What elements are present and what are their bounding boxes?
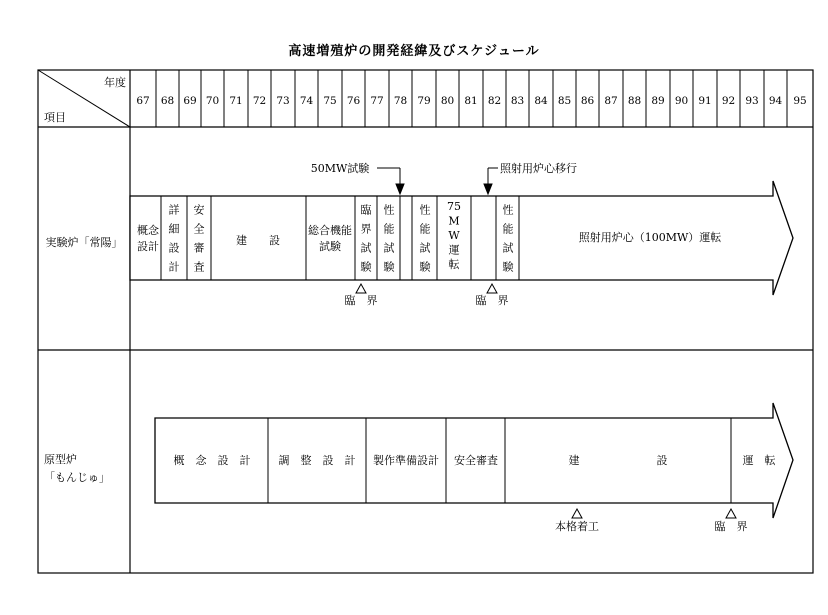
year-label: 74 — [299, 95, 314, 107]
year-label: 92 — [721, 95, 736, 107]
year-label: 71 — [229, 95, 243, 107]
monju-full-construction-triangle — [572, 509, 582, 518]
joyo-phase-integrated-test-line1: 総合機能 — [308, 224, 352, 237]
year-label: 69 — [183, 95, 197, 107]
year-label: 86 — [580, 95, 595, 107]
joyo-phase-irradiation-core-operation: 照射用炉心（100MW）運転 — [578, 231, 722, 244]
joyo-row-label: 実験炉「常陽」 — [45, 236, 123, 249]
monju-phase-construction: 建 設 — [568, 454, 668, 467]
year-label: 70 — [205, 95, 220, 107]
year-label: 89 — [651, 95, 665, 107]
joyo-phase-construction: 建 設 — [236, 234, 280, 247]
joyo-phase-performance-test-3: 性能試験 — [502, 203, 514, 274]
year-label: 82 — [487, 95, 502, 107]
year-label: 75 — [323, 95, 337, 107]
header-fiscal-year: 年度 — [104, 76, 126, 89]
year-label: 76 — [346, 95, 361, 107]
joyo-criticality-triangle-1 — [356, 284, 366, 293]
year-label: 77 — [370, 95, 384, 107]
monju-criticality-label: 臨 界 — [714, 520, 748, 533]
joyo-criticality-triangle-2 — [487, 284, 497, 293]
joyo-phase-safety-review: 安全審査 — [193, 203, 205, 274]
year-label: 94 — [768, 95, 783, 107]
year-label: 90 — [674, 95, 689, 107]
monju-row-label-line1: 原型炉 — [44, 453, 77, 466]
joyo-phase-performance-test-2: 性能試験 — [419, 203, 431, 274]
year-label: 93 — [745, 95, 759, 107]
year-label: 84 — [534, 95, 548, 107]
monju-criticality-triangle — [726, 509, 736, 518]
joyo-phase-performance-test-1: 性能試験 — [383, 203, 395, 274]
joyo-phase-detailed-design: 詳細設計 — [168, 203, 180, 274]
joyo-phase-concept-design-line1: 概念 — [137, 224, 159, 237]
header-item: 項目 — [44, 111, 66, 124]
monju-phase-safety-review: 安全審査 — [454, 454, 498, 467]
monju-phase-operation: 運 転 — [742, 454, 776, 467]
year-label: 80 — [440, 95, 455, 107]
callout-irradiation-arrowhead — [484, 184, 492, 194]
year-label: 88 — [627, 95, 642, 107]
year-label: 81 — [464, 95, 478, 107]
callout-50mw-arrowhead — [396, 184, 404, 194]
year-label: 78 — [393, 95, 408, 107]
joyo-criticality-label-2: 臨 界 — [475, 294, 509, 307]
callout-50mw-test: 50MW試験 — [310, 162, 370, 175]
callout-irradiation-core: 照射用炉心移行 — [500, 162, 577, 175]
year-label: 79 — [417, 95, 431, 107]
year-label: 67 — [136, 95, 150, 107]
year-label: 87 — [604, 95, 618, 107]
monju-row-label-line2: 「もんじゅ」 — [44, 471, 110, 484]
monju-phase-manufacturing-prep-design: 製作準備設計 — [373, 454, 439, 467]
year-label: 91 — [698, 95, 712, 107]
year-label: 72 — [252, 95, 267, 107]
year-label: 68 — [160, 95, 175, 107]
year-label: 95 — [793, 95, 807, 107]
joyo-phase-75mw-operation: 75 M W 運転 — [447, 200, 461, 271]
page-title: 高速増殖炉の開発経緯及びスケジュール — [288, 44, 540, 59]
joyo-phase-criticality-test: 臨界試験 — [360, 203, 372, 274]
joyo-phase-integrated-test-line2: 試験 — [319, 240, 341, 253]
year-label: 73 — [276, 95, 290, 107]
year-label: 83 — [510, 95, 525, 107]
joyo-criticality-label-1: 臨 界 — [344, 294, 378, 307]
monju-phase-concept-design: 概 念 設 計 — [173, 454, 251, 467]
monju-phase-adjustment-design: 調 整 設 計 — [278, 454, 356, 467]
year-label: 85 — [557, 95, 572, 107]
monju-full-construction-label: 本格着工 — [555, 520, 599, 533]
joyo-phase-concept-design-line2: 設計 — [137, 240, 159, 253]
